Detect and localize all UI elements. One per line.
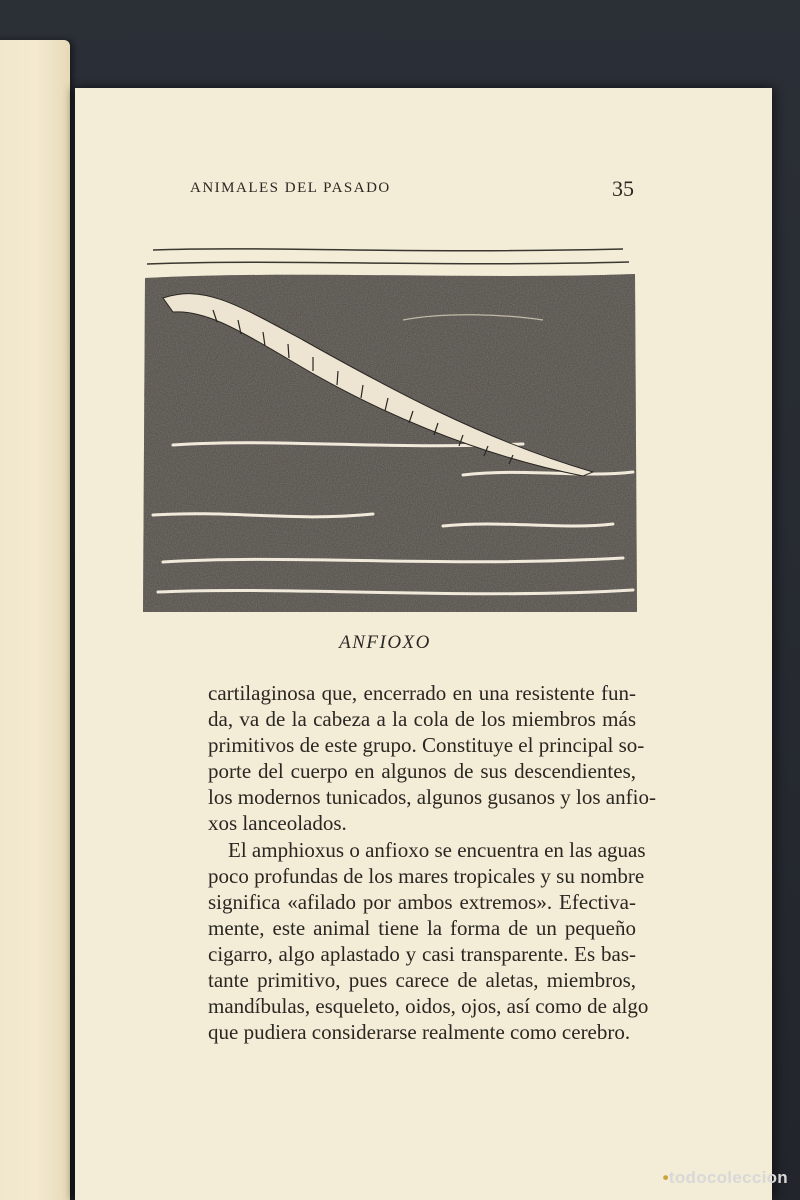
watermark [663,1168,788,1188]
watermark-dot: • [662,1168,669,1187]
body-text [208,680,656,1045]
running-head: ANIMALES DEL PASADO [190,180,391,196]
text-line: xos lanceolados. [208,811,347,836]
text-line: significa «afilado por ambos extremos». Efectiva- [208,889,636,914]
text-line: mandíbulas, esqueleto, oidos, ojos, así como de algo [208,994,649,1019]
text-line: porte del cuerpo en algunos de sus descendientes, [208,759,636,784]
text-line: da, va de la cabeza a la cola de los miembros más [208,707,636,732]
figure-caption: ANFIOXO [339,632,431,653]
text-line: los modernos tunicados, algunos gusanos y los anfio- [208,785,656,810]
text-line: poco profundas de los mares tropicales y su nombre [208,863,645,888]
anfioxo-illustration [143,240,637,612]
text-line: que pudiera considerarse realmente como cerebro. [208,1020,631,1045]
page-number: 35 [612,176,634,201]
text-line: cartilaginosa que, encerrado en una resistente fun- [208,681,636,705]
text-line: tante primitivo, pues carece de aletas, miembros, [208,968,636,993]
facing-page-edge [0,40,70,1200]
text-line: primitivos de este grupo. Constituye el principal so- [208,733,645,758]
text-line: mente, este animal tiene la forma de un pequeño [208,915,636,940]
watermark-text: todocoleccion [668,1168,788,1187]
text-line: El amphioxus o anfioxo se encuentra en las aguas [228,837,646,862]
text-line: cigarro, algo aplastado y casi transparente. Es bas- [208,941,636,966]
